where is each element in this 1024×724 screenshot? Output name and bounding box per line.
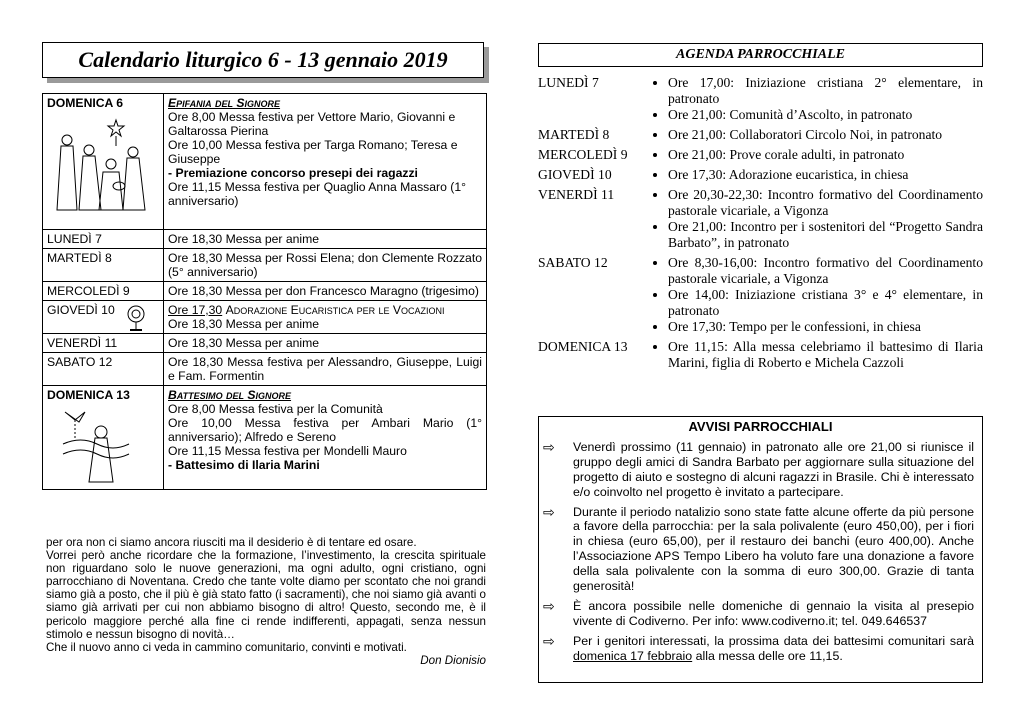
agenda-items xyxy=(646,147,983,163)
notices-box xyxy=(538,416,983,683)
mass-line: Ore 11,15 Messa festiva per Quaglio Anna Massaro (1° anniversario) xyxy=(168,180,466,208)
agenda-item: • Ore 14,00: Iniziazione cristiana 3° e 4° elementare, in patronato xyxy=(668,287,983,319)
agenda-list xyxy=(538,75,983,375)
table-row xyxy=(43,282,487,301)
agenda-item: • Ore 17,00: Iniziazione cristiana 2° elementare, in patronato xyxy=(668,75,983,107)
agenda-item: • Ore 17,30: Tempo per le confessioni, in chiesa xyxy=(668,319,983,335)
mass-line: Ore 18,30 Messa per anime xyxy=(168,317,320,331)
feast-title: Battesimo del Signore xyxy=(168,388,292,402)
calendar-title: Calendario liturgico 6 - 13 gennaio 2019 xyxy=(42,42,484,78)
day-cell xyxy=(43,94,164,230)
agenda-items xyxy=(646,255,983,335)
adoration-title: Adorazione Eucaristica per le Vocazioni xyxy=(225,303,445,317)
pastor-letter xyxy=(46,536,486,667)
day-label: LUNEDÌ 7 xyxy=(43,230,164,249)
agenda-row xyxy=(538,339,983,371)
letter-paragraph: Che il nuovo anno ci veda in cammino comunitario, convinti e motivati. xyxy=(46,640,407,654)
table-row xyxy=(43,94,487,230)
agenda-day: MARTEDÌ 8 xyxy=(538,127,610,142)
mass-line: Ore 18,30 Messa per anime xyxy=(164,230,487,249)
arrow-right-icon: ⇨ xyxy=(543,438,555,455)
notice-text: È ancora possibile nelle domeniche di gennaio la visita al presepio vivente di Codiverno. Per info: www.codiverno.it; tel. 049.646537 xyxy=(573,598,974,628)
arrow-right-icon: ⇨ xyxy=(543,503,555,520)
mass-line: Ore 11,15 Messa festiva per Mondelli Mauro xyxy=(168,444,407,458)
agenda-item: • Ore 20,30-22,30: Incontro formativo del Coordinamento pastorale vicariale, a Vigonza xyxy=(668,187,983,219)
event-line: - Premiazione concorso presepi dei ragazzi xyxy=(168,166,418,180)
agenda-day: DOMENICA 13 xyxy=(538,339,628,354)
agenda-title: AGENDA PARROCCHIALE xyxy=(538,43,983,67)
agenda-row xyxy=(538,255,983,335)
agenda-item: • Ore 21,00: Comunità d’Ascolto, in patronato xyxy=(668,107,983,123)
arrow-right-icon: ⇨ xyxy=(543,597,555,614)
day-label: MERCOLEDÌ 9 xyxy=(43,282,164,301)
mass-line: Ore 10,00 Messa festiva per Targa Romano; Teresa e Giuseppe xyxy=(168,138,458,166)
mass-line: Ore 8,00 Messa festiva per la Comunità xyxy=(168,402,383,416)
notices-title: AVVISI PARROCCHIALI xyxy=(688,419,833,434)
day-label: MARTEDÌ 8 xyxy=(43,249,164,282)
agenda-items xyxy=(646,339,983,371)
agenda-row xyxy=(538,187,983,251)
agenda-day: SABATO 12 xyxy=(538,255,608,270)
agenda-day: VENERDÌ 11 xyxy=(538,187,615,202)
agenda-row xyxy=(538,147,983,163)
notice-item xyxy=(543,440,974,500)
notice-item xyxy=(543,634,974,664)
table-row xyxy=(43,353,487,386)
agenda-item: • Ore 21,00: Prove corale adulti, in patronato xyxy=(668,147,983,163)
agenda-item: • Ore 21,00: Incontro per i sostenitori del “Progetto Sandra Barbato”, in patronato xyxy=(668,219,983,251)
notice-text: Durante il periodo natalizio sono state fatte alcune offerte da più persone a favore della parrocchia: per la sala polivalente (euro 450,00), per i fiori in chiesa (euro 65,00), per il restauro dei banchi (euro 400,00). Anche l’Associazione APS Tempo Libero ha voluto fare una donazione a favore della sala polivalente con la somma di euro 300,00. Grazie di tanta generosità! xyxy=(573,504,974,594)
agenda-row xyxy=(538,75,983,123)
liturgical-calendar-table xyxy=(42,93,487,490)
agenda-items xyxy=(646,127,983,143)
signature: Don Dionisio xyxy=(420,653,486,667)
agenda-items xyxy=(646,167,983,183)
baptism-date: domenica 17 febbraio xyxy=(573,648,693,663)
table-row xyxy=(43,334,487,353)
notice-item xyxy=(543,505,974,594)
agenda-day: MERCOLEDÌ 9 xyxy=(538,147,628,162)
table-row xyxy=(43,230,487,249)
agenda-day: LUNEDÌ 7 xyxy=(538,75,599,90)
agenda-day: GIOVEDÌ 10 xyxy=(538,167,612,182)
agenda-item: • Ore 17,30: Adorazione eucaristica, in chiesa xyxy=(668,167,983,183)
adoration-time: Ore 17,30 xyxy=(168,303,223,317)
notice-item xyxy=(543,599,974,629)
letter-paragraph: Vorrei però anche ricordare che la formazione, l’investimento, la crescita spirituale non riguardano solo le nuove generazioni, ma ogni adulto, ogni cristiano, ogni parrocchiano di Noventana. Credo che tante volte diamo per scontato che noi grandi siamo già a posto, che il più è già stato fatto (i sacramenti), che noi siamo già avanti o siamo già arrivati per cui non abbiamo bisogno di altro! Questo, secondo me, è il pericolo maggiore perché alla fine ci rende indifferenti, appagati, senza nessun stimolo e nessun bisogno di novità… xyxy=(46,549,486,641)
letter-paragraph: per ora non ci siamo ancora riusciti ma il desiderio è di tentare ed osare. xyxy=(46,536,417,549)
notice-text xyxy=(573,634,974,664)
baptism-illustration xyxy=(61,408,131,486)
agenda-item: • Ore 8,30-16,00: Incontro formativo del Coordinamento pastorale vicariale, a Vigonza xyxy=(668,255,983,287)
agenda-item: • Ore 11,15: Alla messa celebriamo il battesimo di Ilaria Marini, figlia di Roberto e Michela Cazzoli xyxy=(668,339,983,371)
events-cell xyxy=(164,386,487,490)
event-line: - Battesimo di Ilaria Marini xyxy=(168,458,320,472)
mass-line: Ore 8,00 Messa festiva per Vettore Mario, Giovanni e Galtarossa Pierina xyxy=(168,110,456,138)
day-cell xyxy=(43,301,164,334)
day-label: VENERDÌ 11 xyxy=(43,334,164,353)
day-label: GIOVEDÌ 10 xyxy=(47,303,115,317)
agenda-row xyxy=(538,167,983,183)
agenda-row xyxy=(538,127,983,143)
notice-text-end: alla messa delle ore 11,15. xyxy=(692,648,843,663)
monstrance-icon xyxy=(125,304,147,332)
mass-line: Ore 18,30 Messa per Rossi Elena; don Clemente Rozzato (5° anniversario) xyxy=(164,249,487,282)
agenda-items xyxy=(646,75,983,123)
notice-text: Venerdì prossimo (11 gennaio) in patronato alle ore 21,00 si riunisce il gruppo degli amici di Sandra Barbato per aggiornare sulla situazione del progetto di aiuto e sostegno di alcuni ragazzi in Brasile. Chi è interessato e/o coinvolto nel progetto è invitato a partecipare. xyxy=(573,439,974,499)
mass-line: Ore 18,30 Messa per don Francesco Maragno (trigesimo) xyxy=(164,282,487,301)
notice-text-start: Per i genitori interessati, la prossima data dei battesimi comunitari sarà xyxy=(573,633,974,648)
agenda-item: • Ore 21,00: Collaboratori Circolo Noi, in patronato xyxy=(668,127,983,143)
events-cell xyxy=(164,301,487,334)
day-label: SABATO 12 xyxy=(43,353,164,386)
arrow-right-icon: ⇨ xyxy=(543,632,555,649)
agenda-items xyxy=(646,187,983,251)
table-row xyxy=(43,386,487,490)
epiphany-illustration xyxy=(53,116,149,214)
day-label: DOMENICA 6 xyxy=(47,96,124,110)
events-cell xyxy=(164,94,487,230)
feast-title: Epifania del Signore xyxy=(168,96,281,110)
mass-line: Ore 10,00 Messa festiva per Ambari Mario (1° anniversario); Alfredo e Sereno xyxy=(168,416,482,444)
mass-line: Ore 18,30 Messa per anime xyxy=(164,334,487,353)
table-row xyxy=(43,301,487,334)
table-row xyxy=(43,249,487,282)
day-cell xyxy=(43,386,164,490)
mass-line: Ore 18,30 Messa festiva per Alessandro, Giuseppe, Luigi e Fam. Formentin xyxy=(164,353,487,386)
day-label: DOMENICA 13 xyxy=(47,388,130,402)
